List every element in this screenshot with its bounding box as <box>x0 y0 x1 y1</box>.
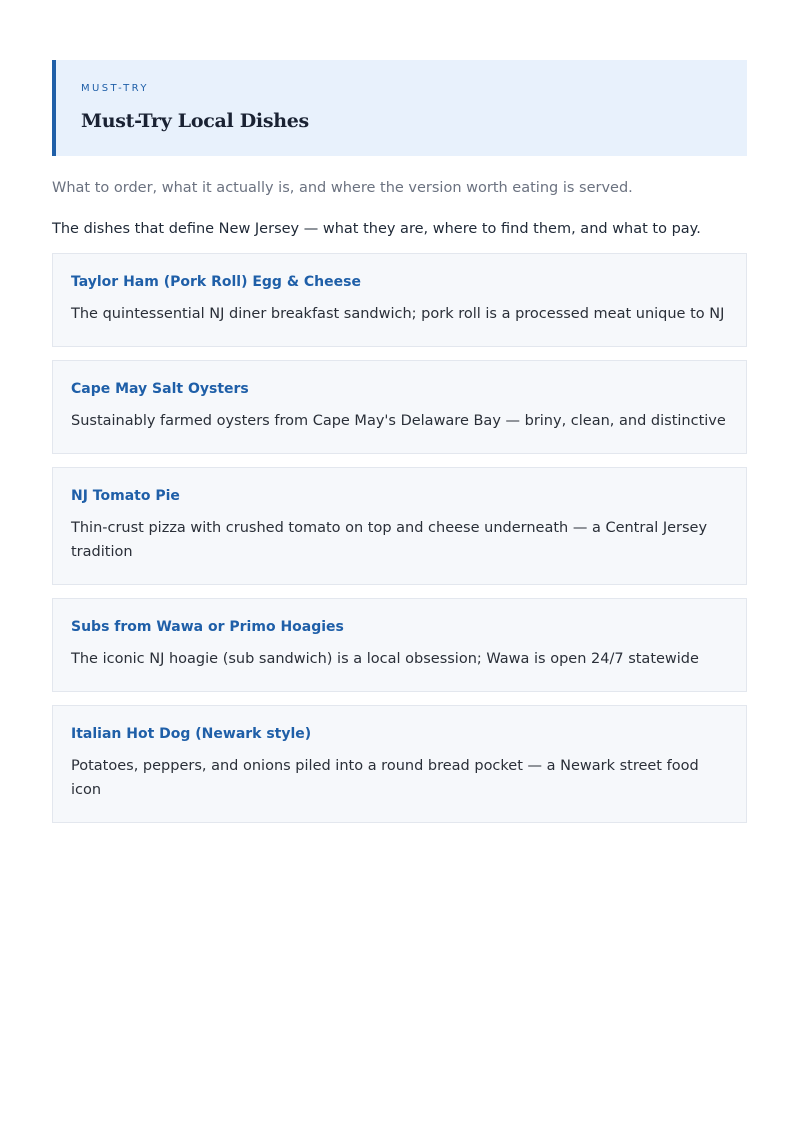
dish-card <box>52 360 747 454</box>
page-subtitle: What to order, what it actually is, and where the version worth eating is served. <box>52 180 633 196</box>
dish-list <box>52 253 747 823</box>
dish-name: Taylor Ham (Pork Roll) Egg & Cheese <box>71 274 361 290</box>
dish-name: Italian Hot Dog (Newark style) <box>71 726 312 742</box>
dish-card <box>52 705 747 823</box>
dish-card <box>52 467 747 585</box>
section-eyebrow: MUST-TRY <box>81 83 149 94</box>
dish-card <box>52 598 747 692</box>
dish-description: The iconic NJ hoagie (sub sandwich) is a local obsession; Wawa is open 24/7 statewide <box>71 651 699 667</box>
dish-name: Cape May Salt Oysters <box>71 381 249 397</box>
intro-text: The dishes that define New Jersey — what they are, where to find them, and what to pay. <box>52 221 701 237</box>
dish-name: NJ Tomato Pie <box>71 488 180 504</box>
dish-description: Sustainably farmed oysters from Cape May's Delaware Bay — briny, clean, and distinctive <box>71 413 726 429</box>
dish-card <box>52 253 747 347</box>
section-header <box>52 60 747 156</box>
page-title: Must-Try Local Dishes <box>81 110 309 132</box>
dish-description: Thin-crust pizza with crushed tomato on top and cheese underneath — a Central Jersey tradition <box>71 520 708 560</box>
dish-name: Subs from Wawa or Primo Hoagies <box>71 619 344 635</box>
dish-description: Potatoes, peppers, and onions piled into a round bread pocket — a Newark street food icon <box>71 758 699 798</box>
dish-description: The quintessential NJ diner breakfast sandwich; pork roll is a processed meat unique to NJ <box>71 306 725 322</box>
